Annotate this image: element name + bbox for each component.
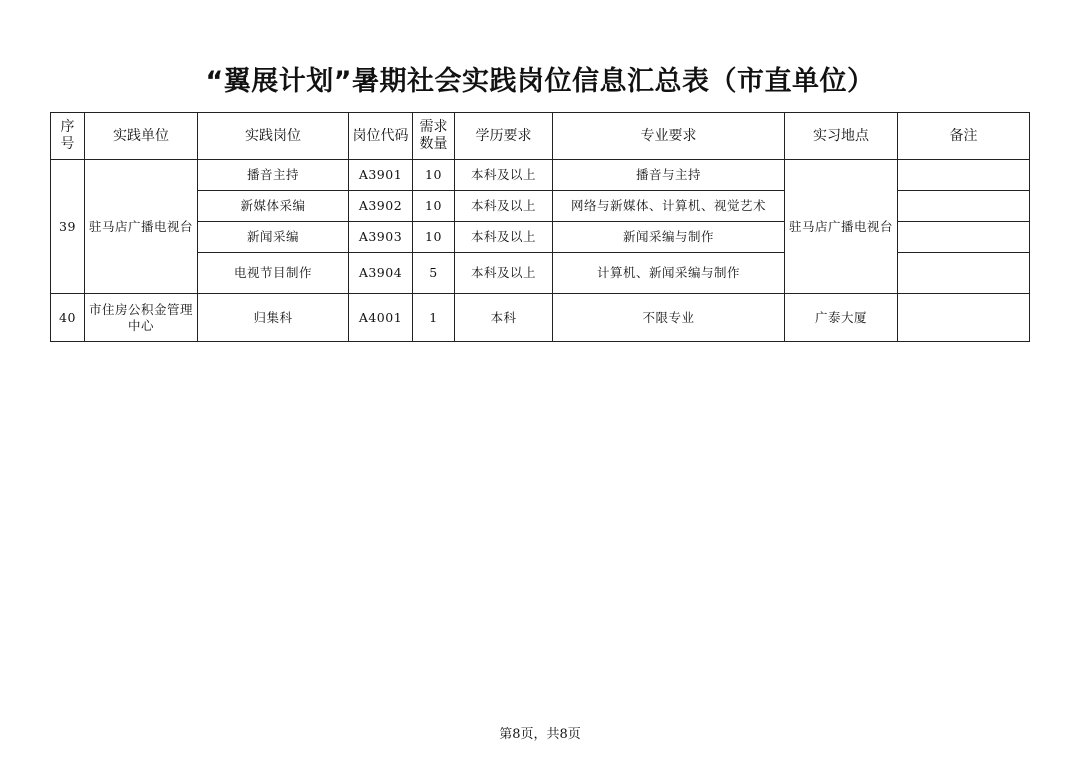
cell-unit: 市住房公积金管理中心	[85, 294, 198, 342]
cell-count: 5	[413, 253, 455, 294]
cell-count: 10	[413, 222, 455, 253]
header-note: 备注	[898, 113, 1030, 160]
cell-education: 本科及以上	[455, 222, 553, 253]
cell-post: 新媒体采编	[198, 191, 349, 222]
cell-code: A3904	[349, 253, 413, 294]
cell-major: 不限专业	[553, 294, 785, 342]
cell-education: 本科	[455, 294, 553, 342]
cell-location: 广泰大厦	[785, 294, 898, 342]
cell-note	[898, 253, 1030, 294]
header-count: 需求数量	[413, 113, 455, 160]
cell-code: A3901	[349, 160, 413, 191]
cell-location: 驻马店广播电视台	[785, 160, 898, 294]
cell-major: 网络与新媒体、计算机、视觉艺术	[553, 191, 785, 222]
cell-post: 归集科	[198, 294, 349, 342]
header-location: 实习地点	[785, 113, 898, 160]
table-row	[51, 294, 1030, 342]
cell-code: A3903	[349, 222, 413, 253]
cell-count: 10	[413, 160, 455, 191]
cell-education: 本科及以上	[455, 253, 553, 294]
positions-table	[50, 112, 1030, 342]
cell-index: 39	[51, 160, 85, 294]
cell-education: 本科及以上	[455, 191, 553, 222]
cell-code: A4001	[349, 294, 413, 342]
cell-note	[898, 160, 1030, 191]
cell-post: 电视节目制作	[198, 253, 349, 294]
table-row	[51, 160, 1030, 191]
cell-count: 1	[413, 294, 455, 342]
cell-note	[898, 294, 1030, 342]
cell-count: 10	[413, 191, 455, 222]
page-title: “翼展计划”暑期社会实践岗位信息汇总表（市直单位）	[205, 66, 875, 97]
header-unit: 实践单位	[85, 113, 198, 160]
cell-major: 播音与主持	[553, 160, 785, 191]
cell-unit: 驻马店广播电视台	[85, 160, 198, 294]
header-education: 学历要求	[455, 113, 553, 160]
header-index: 序号	[51, 113, 85, 160]
cell-code: A3902	[349, 191, 413, 222]
cell-education: 本科及以上	[455, 160, 553, 191]
header-post: 实践岗位	[198, 113, 349, 160]
header-code: 岗位代码	[349, 113, 413, 160]
cell-index: 40	[51, 294, 85, 342]
cell-note	[898, 191, 1030, 222]
cell-major: 新闻采编与制作	[553, 222, 785, 253]
page-footer: 第8页，共8页	[499, 727, 581, 742]
cell-note	[898, 222, 1030, 253]
cell-post: 播音主持	[198, 160, 349, 191]
cell-post: 新闻采编	[198, 222, 349, 253]
cell-major: 计算机、新闻采编与制作	[553, 253, 785, 294]
header-major: 专业要求	[553, 113, 785, 160]
table-header-row	[51, 113, 1030, 160]
